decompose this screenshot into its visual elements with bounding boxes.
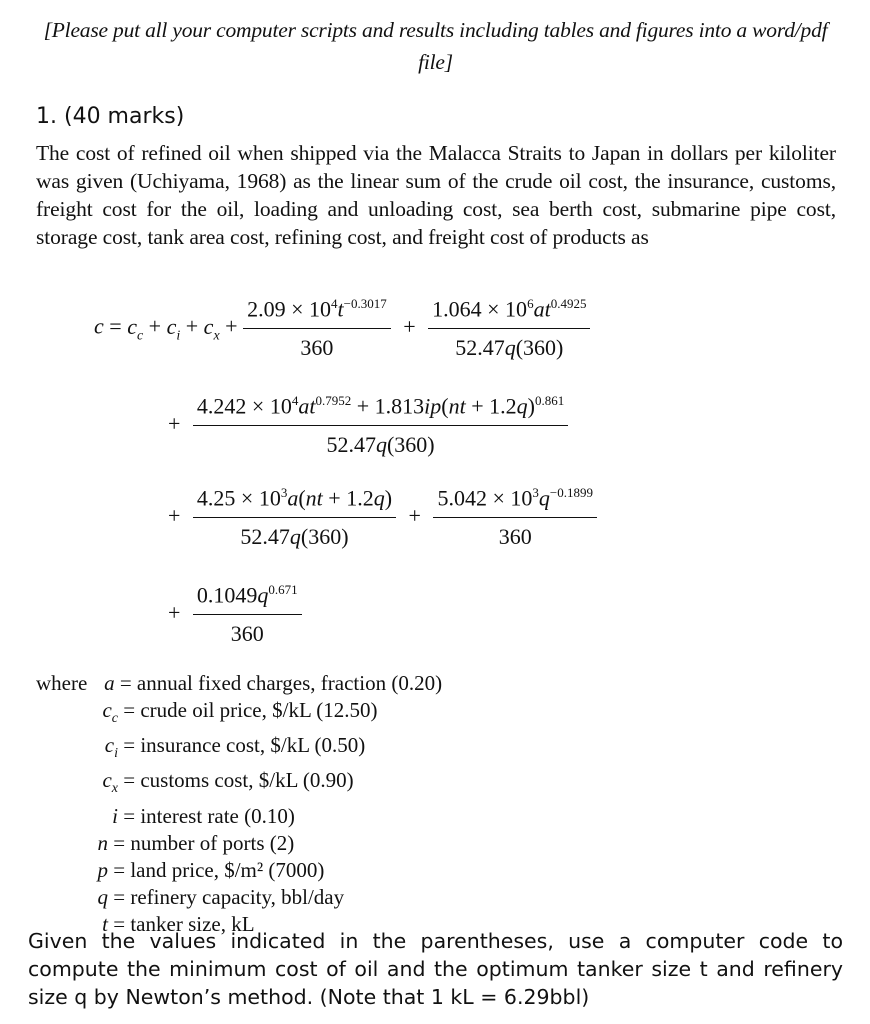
variable-row-cc: $c_c$ = crude oil price, $/kL (12.50) <box>102 698 378 727</box>
variable-desc: crude oil price, $/kL (12.50) <box>140 698 378 722</box>
fraction-term-4 <box>193 485 396 550</box>
equation-line-3: + $\frac{4.25 \times 10^3a(nt + 1.2q)}{52.47q(360)}$ + $\frac{5.042 \times 10^3q^{-0.1899}}{360}$ <box>168 485 597 550</box>
term-3-numerator: $4.242 \times 10^4at^{0.7952} + 1.813ip(nt + 1.2q)^{0.861}$ <box>193 393 568 426</box>
term-6-denominator: 360 <box>230 621 264 647</box>
variable-desc: insurance cost, $/kL (0.50) <box>140 733 366 758</box>
term-3-denominator: 52.47q(360) <box>326 432 435 458</box>
instruction-note: [Please put all your computer scripts and results including tables and figures into a word/pdf file] <box>43 18 828 74</box>
where-label: where <box>36 671 88 695</box>
variable-row-ci: $c_i$ = insurance cost, $/kL (0.50) <box>104 733 366 762</box>
equation-line-4: + $\frac{0.1049q^{0.671}}{360}$ <box>168 582 302 647</box>
term-5-numerator: $5.042 \times 10^3q^{-0.1899}$ <box>433 485 597 518</box>
equation-line-2: + $\frac{4.242 \times 10^4at^{0.7952} + 1.813ip(nt + 1.2q)^{0.861}}{52.47q(360)}$ <box>168 393 568 458</box>
term-2-denominator: 52.47q(360) <box>455 335 564 361</box>
fraction-term-6 <box>193 582 302 647</box>
variable-desc: interest rate (0.10) <box>140 803 295 828</box>
variable-desc: annual fixed charges, fraction (0.20) <box>136 671 443 695</box>
term-5-denominator: 360 <box>498 524 532 550</box>
variable-desc: number of ports (2) <box>130 830 295 855</box>
variable-row-n: n = number of ports (2) <box>97 830 295 855</box>
variable-row-cx: $c_x$ = customs cost, $/kL (0.90) <box>102 768 354 797</box>
variable-row-a: where a = annual fixed charges, fraction (0.20) <box>36 671 443 695</box>
problem-statement: The cost of refined oil when shipped via the Malacca Straits to Japan in dollars per kiloliter was given (Uchiyama, 1968) as the linear sum of the crude oil cost, the insurance, customs, freight cost for the oil, loading and unloading cost, sea berth cost, submarine pipe cost, storage cost, tank area cost, refining cost, and freight cost of products as <box>36 141 836 249</box>
fraction-term-1 <box>243 296 391 361</box>
fraction-term-5 <box>433 485 597 550</box>
variable-row-i: i = interest rate (0.10) <box>112 803 295 828</box>
variable-desc: tanker size, kL <box>130 911 255 936</box>
fraction-term-2 <box>428 296 590 361</box>
variable-desc: refinery capacity, bbl/day <box>130 884 345 909</box>
eq-lhs: c = <box>94 313 128 339</box>
task-instruction: Given the values indicated in the parentheses, use a computer code to compute the minimum cost of oil and the optimum tanker size t and refinery size q by Newton’s method. (Note that 1 kL = 6.29bbl) <box>28 929 843 1009</box>
variable-row-p: p = land price, $/m² (7000) <box>97 857 325 882</box>
variable-row-t: t = tanker size, kL <box>102 911 255 936</box>
term-2-numerator: $1.064 \times 10^6at^{0.4925}$ <box>428 296 590 329</box>
eq-linear-terms: $c_c + c_i + c_x$ + <box>127 313 238 344</box>
variable-definitions <box>36 670 442 938</box>
term-1-denominator: 360 <box>300 335 334 361</box>
term-4-denominator: 52.47q(360) <box>240 524 349 550</box>
variable-desc: land price, $/m² (7000) <box>130 857 325 882</box>
fraction-term-3 <box>193 393 568 458</box>
term-1-numerator: $2.09 \times 10^4t^{-0.3017}$ <box>243 296 391 329</box>
term-6-numerator: $0.1049q^{0.671}$ <box>193 582 302 615</box>
variable-desc: customs cost, $/kL (0.90) <box>140 768 354 793</box>
equation-line-1: $c = c_c + c_i + c_x$ + $\frac{2.09 \times 10^4t^{-0.3017}}{360}$ + $\frac{1.064 \times 10^6at^{0.4925}}{52.47q(360)}$ <box>94 296 590 361</box>
variable-row-q: q = refinery capacity, bbl/day <box>97 884 345 909</box>
question-number: 1. (40 marks) <box>36 104 185 129</box>
term-4-numerator: $4.25 \times 10^3a(nt + 1.2q)$ <box>193 485 396 518</box>
